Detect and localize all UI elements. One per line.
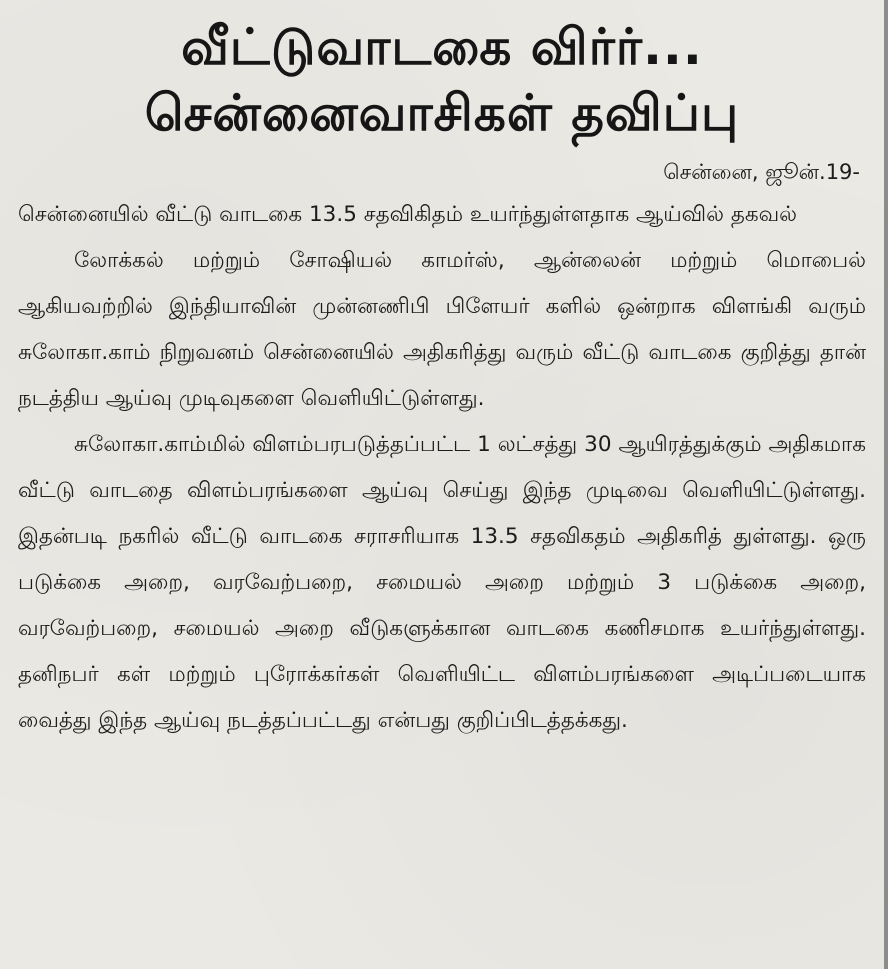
article-lead-paragraph: சென்னையில் வீட்டு வாடகை 13.5 சதவிகிதம் உயர்ந்துள்ளதாக ஆய்வில் தகவல் <box>18 202 798 227</box>
article-paragraph-2: லோக்கல் மற்றும் சோஷியல் காமர்ஸ், ஆன்லைன் மற்றும் மொபைல் ஆகியவற்றில் இந்தியாவின் முன்னணிபி பிளேயர் களில் ஒன்றாக விளங்கி வரும் சுலோகா.காம் நிறுவனம் சென்னையில் அதிகரித்து வரும் வீட்டு வாடகை குறித்து தான் நடத்திய ஆய்வு முடிவுகளை வெளியிட்டுள்ளது. <box>18 248 866 411</box>
headline <box>18 14 866 146</box>
headline-line-2: சென்னைவாசிகள் தவிப்பு <box>144 84 740 142</box>
dateline: சென்னை, ஜூன்.19- <box>663 160 860 184</box>
headline-line-1: வீட்டுவாடகை விர்ர்... <box>181 18 703 76</box>
article-paragraph-3: சுலோகா.காம்மில் விளம்பரபடுத்தப்பட்ட 1 லட்சத்து 30 ஆயிரத்துக்கும் அதிகமாக வீட்டு வாடதை விளம்பரங்களை ஆய்வு செய்து இந்த முடிவை வெளியிட்டுள்ளது. இதன்படி நகரில் வீட்டு வாடகை சராசரியாக 13.5 சதவிகதம் அதிகரித் துள்ளது. ஒரு படுக்கை அறை, வரவேற்பறை, சமையல் அறை மற்றும் 3 படுக்கை அறை, வரவேற்பறை, சமையல் அறை வீடுகளுக்கான வாடகை கணிசமாக உயர்ந்துள்ளது. தனிநபர் கள் மற்றும் புரோக்கர்கள் வெளியிட்ட விளம்பரங்களை அடிப்படையாக வைத்து இந்த ஆய்வு நடத்தப்பட்டது என்பது குறிப்பிடத்தக்கது. <box>18 432 866 733</box>
scan-edge <box>884 0 888 969</box>
